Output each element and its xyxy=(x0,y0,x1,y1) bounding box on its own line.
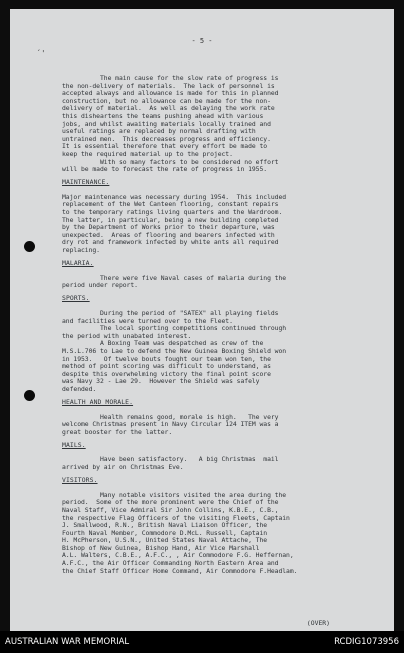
section-heading: SPORTS. xyxy=(62,294,90,303)
section-paragraph: Health remains good, morale is high. The very welcome Christmas present in Navy Circular 124 ITEM was a great booster for the latter. xyxy=(62,412,279,436)
archive-footer xyxy=(0,631,404,653)
section-heading: MAINTENANCE. xyxy=(62,178,110,187)
section-paragraph: During the period of "SATEX" all playing fields and facilities were turned over to the Fleet. The local sporting competitions continued through the period with unabated interest. A Boxing Team was despatched as crew of the M.S.L.706 to Lae to defend the New Guinea Boxing Shield won in 1953. Of twelve bouts fought our team won ten, the method of point scoring was difficult to understand, as despite this overwhelming victory the final point score was Navy 32 - Lae 29. However the Shield was safely defended. xyxy=(62,308,287,393)
section-paragraph: There were five Naval cases of malaria during the period under report. xyxy=(62,273,287,290)
section-paragraph: Many notable visitors visited the area during the period. Some of the more prominent were the Chief of the Naval Staff, Vice Admiral Sir John Collins, K.B.E., C.B., the respective Flag Officers of the visiting Fleets, Captain J. Smallwood, R.N., British Naval Liaison Officer, the Fourth Naval Member, Commodore D.McL. Russell, Captain H. McPherson, U.S.N., United States Naval Attache, The Bishop of New Guinea, Bishop Hand, Air Vice Marshall A.L. Walters, C.B.E., A.F.C., , Air Commodore F.G. Heffernan, A.F.C., the Air Officer Commanding North Eastern Area and the Chief Staff Officer Home Command, Air Commodore F.Headlam. xyxy=(62,490,298,575)
footer-record-id: RCDIG1073956 xyxy=(334,637,399,647)
punch-hole-upper xyxy=(24,241,35,252)
section-paragraph: Have been satisfactory. A big Christmas mail arrived by air on Christmas Eve. xyxy=(62,455,279,472)
document-page xyxy=(10,9,394,631)
footer-institution: AUSTRALIAN WAR MEMORIAL xyxy=(5,637,130,647)
section-paragraph: Major maintenance was necessary during 1954. This included replacement of the Wet Canteen flooring, constant repairs to the temporary ratings living quarters and the Wardroom. The latter, in particular, being a new building completed by the Department of Works prior to their departure, was unexpected. Areas of flooring and bearers infected with dry rot and framework infected by white ants all required replacing. xyxy=(62,192,287,254)
document-body xyxy=(62,75,367,581)
section-paragraph: The main cause for the slow rate of progress is the non-delivery of materials. The lack of personnel is accepted always and allowance is made for this in planned construction, but no allowance can be made for the non- delivery of material. As well as delaying the work rate this disheartens the teams pushing ahead with various jobs, and whilst awaiting materials locally trained and useful ratings are replaced by normal drafting with untrained men. This decreases progress and efficiency. It is essential therefore that every effort be made to keep the required material up to the project. With so many factors to be considered no effort will be made to forecast the rate of progress in 1955. xyxy=(62,74,279,174)
section-heading: HEALTH AND MORALE. xyxy=(62,397,134,406)
punch-hole-lower xyxy=(24,390,35,401)
section-heading: MAILS. xyxy=(62,440,86,449)
page-number: - 5 - xyxy=(191,37,213,45)
section-heading: VISITORS. xyxy=(62,476,98,485)
over-label: (OVER) xyxy=(306,619,330,627)
section-heading: MALARIA. xyxy=(62,259,94,268)
corner-mark: ´' xyxy=(36,49,46,58)
